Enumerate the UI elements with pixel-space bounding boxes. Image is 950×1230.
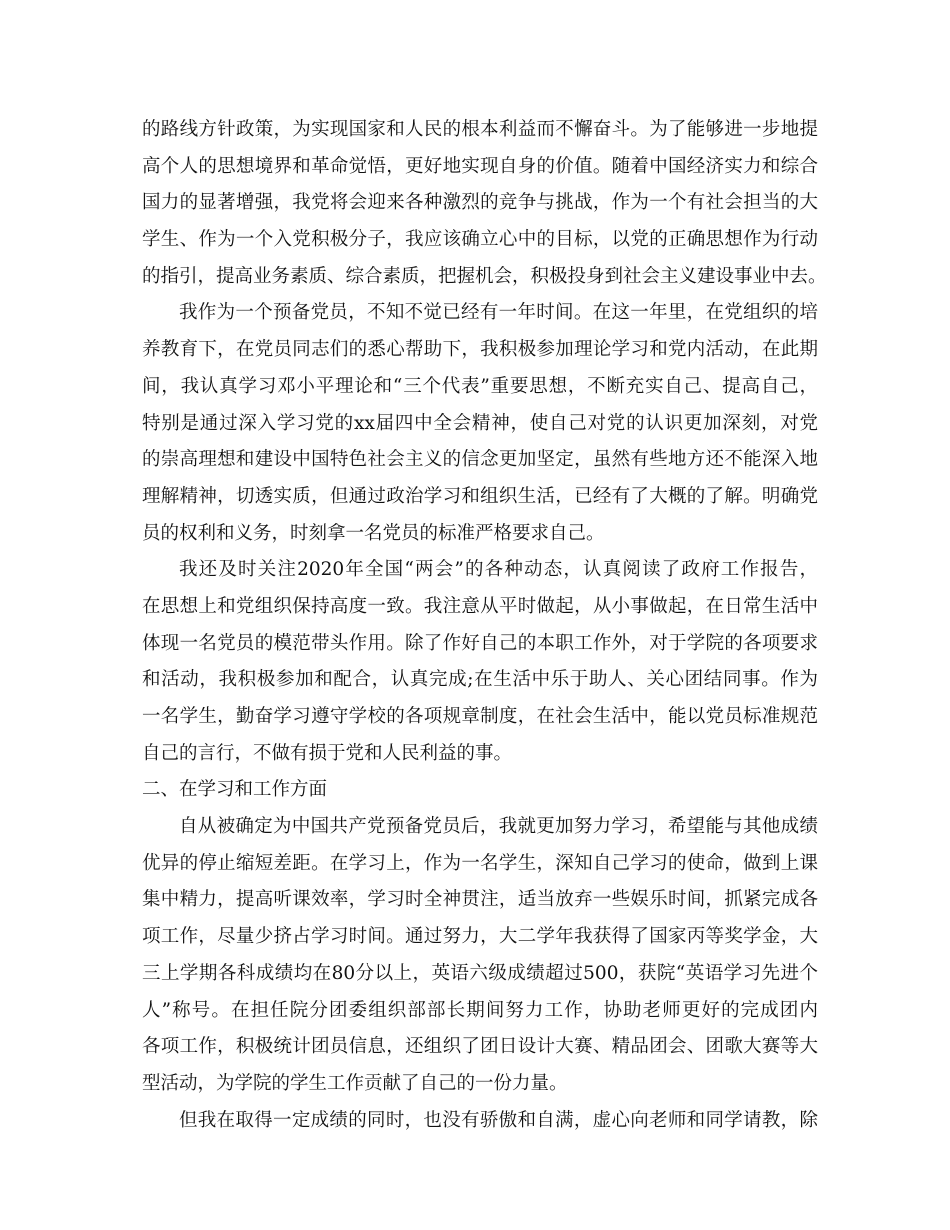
text-line: 项工作，尽量少挤占学习时间。通过努力，大二学年我获得了国家丙等奖学金，大 <box>142 926 818 948</box>
text-line: 三上学期各科成绩均在80分以上，英语六级成绩超过500，获院“英语学习先进个 <box>142 962 818 984</box>
text-line: 高个人的思想境界和革命觉悟，更好地实现自身的价值。随着中国经济实力和综合 <box>142 155 818 177</box>
text-line: 我作为一个预备党员，不知不觉已经有一年时间。在这一年里，在党组织的培 <box>179 302 818 324</box>
text-line: 型活动，为学院的学生工作贡献了自己的一份力量。 <box>142 1072 568 1094</box>
section-heading: 二、在学习和工作方面 <box>142 779 328 801</box>
text-line: 养教育下，在党员同志们的悉心帮助下，我积极参加理论学习和党内活动，在此期 <box>142 339 818 361</box>
text-line: 间，我认真学习邓小平理论和“三个代表”重要思想，不断充实自己、提高自己， <box>142 375 818 397</box>
text-line: 员的权利和义务，时刻拿一名党员的标准严格要求自己。 <box>142 522 605 544</box>
text-line: 国力的显著增强，我党将会迎来各种激烈的竞争与挑战，作为一个有社会担当的大 <box>142 192 818 214</box>
text-line: 在思想上和党组织保持高度一致。我注意从平时做起，从小事做起，在日常生活中 <box>142 595 818 617</box>
text-line: 理解精神，切透实质，但通过政治学习和组织生活，已经有了大概的了解。明确党 <box>142 485 818 507</box>
text-line: 我还及时关注2020年全国“两会”的各种动态，认真阅读了政府工作报告， <box>179 559 818 581</box>
text-line: 一名学生，勤奋学习遵守学校的各项规章制度，在社会生活中，能以党员标准规范 <box>142 706 818 727</box>
text-line: 各项工作，积极统计团员信息，还组织了团日设计大赛、精品团会、团歌大赛等大 <box>142 1036 818 1058</box>
text-line: 体现一名党员的模范带头作用。除了作好自己的本职工作外，对于学院的各项要求 <box>142 632 818 654</box>
text-line: 的路线方针政策，为实现国家和人民的根本利益而不懈奋斗。为了能够进一步地提 <box>142 119 818 140</box>
text-line: 和活动，我积极参加和配合，认真完成;在生活中乐于助人、关心团结同事。作为 <box>142 669 818 691</box>
text-line: 学生、作为一个入党积极分子，我应该确立心中的目标，以党的正确思想作为行动 <box>142 229 818 251</box>
document-page <box>142 112 827 1139</box>
text-line: 人”称号。在担任院分团委组织部部长期间努力工作，协助老师更好的完成团内 <box>142 999 818 1021</box>
text-line: 特别是通过深入学习党的xx届四中全会精神，使自己对党的认识更加深刻，对党 <box>142 412 818 434</box>
text-line: 的指引，提高业务素质、综合素质，把握机会，积极投身到社会主义建设事业中去。 <box>142 265 827 287</box>
text-line: 但我在取得一定成绩的同时，也没有骄傲和自满，虚心向老师和同学请教，除 <box>179 1109 818 1131</box>
text-line: 优异的停止缩短差距。在学习上，作为一名学生，深知自己学习的使命，做到上课 <box>142 852 818 874</box>
text-line: 集中精力，提高听课效率，学习时全神贯注，适当放弃一些娱乐时间，抓紧完成各 <box>142 889 818 911</box>
text-line: 自从被确定为中国共产党预备党员后，我就更加努力学习，希望能与其他成绩 <box>179 816 818 838</box>
text-line: 的崇高理想和建设中国特色社会主义的信念更加坚定，虽然有些地方还不能深入地 <box>142 449 818 471</box>
text-line: 自己的言行，不做有损于党和人民利益的事。 <box>142 742 513 764</box>
